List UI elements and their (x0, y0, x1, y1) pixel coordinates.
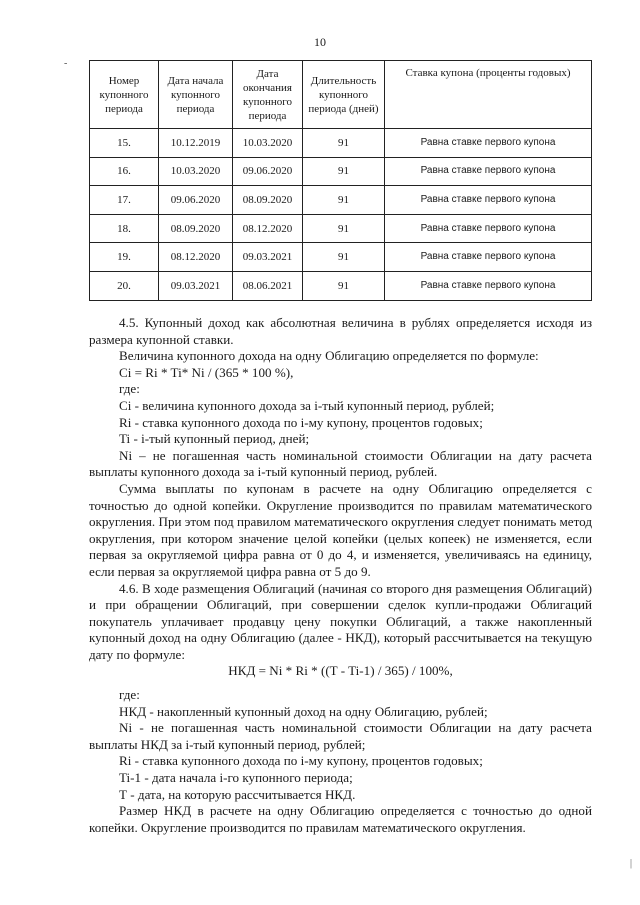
cell-end: 08.12.2020 (233, 214, 303, 243)
definition-ni-2: Ni - не погашенная часть номинальной стоимости Облигации на дату расчета выплаты НКД за i-тый купонный период, рублей; (89, 720, 592, 752)
table-row (90, 186, 592, 215)
cell-end: 09.03.2021 (233, 243, 303, 272)
table-row (90, 129, 592, 158)
header-start-date: Дата начала купонного периода (159, 61, 233, 129)
nkd-formula: НКД = Ni * Ri * ((T - Ti-1) / 365) / 100%, (228, 663, 453, 679)
cell-days: 91 (303, 271, 385, 300)
table-row (90, 214, 592, 243)
definition-ri: Ri - ставка купонного дохода по i-му купону, процентов годовых; (119, 414, 483, 430)
definition-t: Т - дата, на которую рассчитывается НКД. (119, 786, 356, 802)
definition-ni: Ni – не погашенная часть номинальной стоимости Облигации на дату расчета выплаты купонного дохода за i-тый купонный период, рублей. (89, 447, 592, 480)
cell-days: 91 (303, 129, 385, 158)
cell-start: 09.06.2020 (159, 186, 233, 215)
cell-rate: Равна ставке первого купона (385, 271, 592, 300)
definition-ri-2: Ri - ставка купонного дохода по i-му купону, процентов годовых; (119, 753, 483, 769)
where-label: где: (119, 381, 140, 397)
cell-rate: Равна ставке первого купона (385, 214, 592, 243)
paragraph-4-5: 4.5. Купонный доход как абсолютная величина в рублях определяется исходя из размера купонной ставки. (89, 315, 592, 347)
nkd-rounding-paragraph: Размер НКД в расчете на одну Облигацию определяется с точностью до одной копейки. Округление производится по правилам математического округления. (89, 803, 592, 835)
rounding-paragraph: Сумма выплаты по купонам в расчете на одну Облигацию определяется с точностью до одной копейки. Округление производится по правилам математического округления. При этом под правилом математического округления следует понимать метод округления, при котором значение целой копейки (целых копеек) не изменяется, если первая за округляемой цифра равна от 0 до 4, и изменяется, увеличиваясь на единицу, если первая за округляемой цифра равна от 5 до 9. (89, 480, 592, 579)
cell-start: 08.12.2020 (159, 243, 233, 272)
definition-ti-1: Ti-1 - дата начала i-го купонного периода; (119, 770, 353, 786)
cell-days: 91 (303, 243, 385, 272)
table-header-row (90, 61, 592, 129)
cell-period: 17. (90, 186, 159, 215)
cell-period: 16. (90, 157, 159, 186)
cell-start: 10.12.2019 (159, 129, 233, 158)
cell-days: 91 (303, 157, 385, 186)
cell-rate: Равна ставке первого купона (385, 243, 592, 272)
cell-end: 08.09.2020 (233, 186, 303, 215)
paragraph-4-6: 4.6. В ходе размещения Облигаций (начиная со второго дня размещения Облигаций) и при обращении Облигаций, при совершении сделок купли-продажи Облигаций покупатель уплачивает продавцу цену покупки Облигаций, а также накопленный купонный доход на одну Облигацию (далее - НКД), который рассчитывается на текущую дату по формуле: (89, 580, 592, 662)
cell-rate: Равна ставке первого купона (385, 129, 592, 158)
table-row (90, 157, 592, 186)
definition-ci: Ci - величина купонного дохода за i-тый купонный период, рублей; (119, 397, 495, 413)
scan-speck: | (630, 858, 633, 869)
cell-period: 18. (90, 214, 159, 243)
cell-days: 91 (303, 214, 385, 243)
header-coupon-rate: Ставка купона (проценты годовых) (385, 61, 592, 129)
table-row (90, 243, 592, 272)
cell-period: 19. (90, 243, 159, 272)
header-period-number: Номер купонного периода (90, 61, 159, 129)
cell-end: 09.06.2020 (233, 157, 303, 186)
cell-start: 10.03.2020 (159, 157, 233, 186)
cell-days: 91 (303, 186, 385, 215)
cell-start: 09.03.2021 (159, 271, 233, 300)
document-body (89, 315, 592, 836)
cell-period: 20. (90, 271, 159, 300)
cell-end: 08.06.2021 (233, 271, 303, 300)
cell-start: 08.09.2020 (159, 214, 233, 243)
coupon-formula: Ci = Ri * Ti* Ni / (365 * 100 %), (119, 364, 294, 380)
formula-intro: Величина купонного дохода на одну Облигацию определяется по формуле: (119, 348, 539, 364)
page-number: 10 (314, 35, 326, 49)
cell-period: 15. (90, 129, 159, 158)
cell-rate: Равна ставке первого купона (385, 186, 592, 215)
header-end-date: Дата окончания купонного периода (233, 61, 303, 129)
definition-ti: Ti - i-тый купонный период, дней; (119, 431, 310, 447)
scan-speck: - (64, 58, 68, 69)
cell-end: 10.03.2020 (233, 129, 303, 158)
cell-rate: Равна ставке первого купона (385, 157, 592, 186)
where-label-2: где: (119, 687, 140, 703)
definition-nkd: НКД - накопленный купонный доход на одну Облигацию, рублей; (119, 703, 488, 719)
header-duration: Длительность купонного периода (дней) (303, 61, 385, 129)
table-row (90, 271, 592, 300)
coupon-schedule-table (89, 60, 592, 301)
